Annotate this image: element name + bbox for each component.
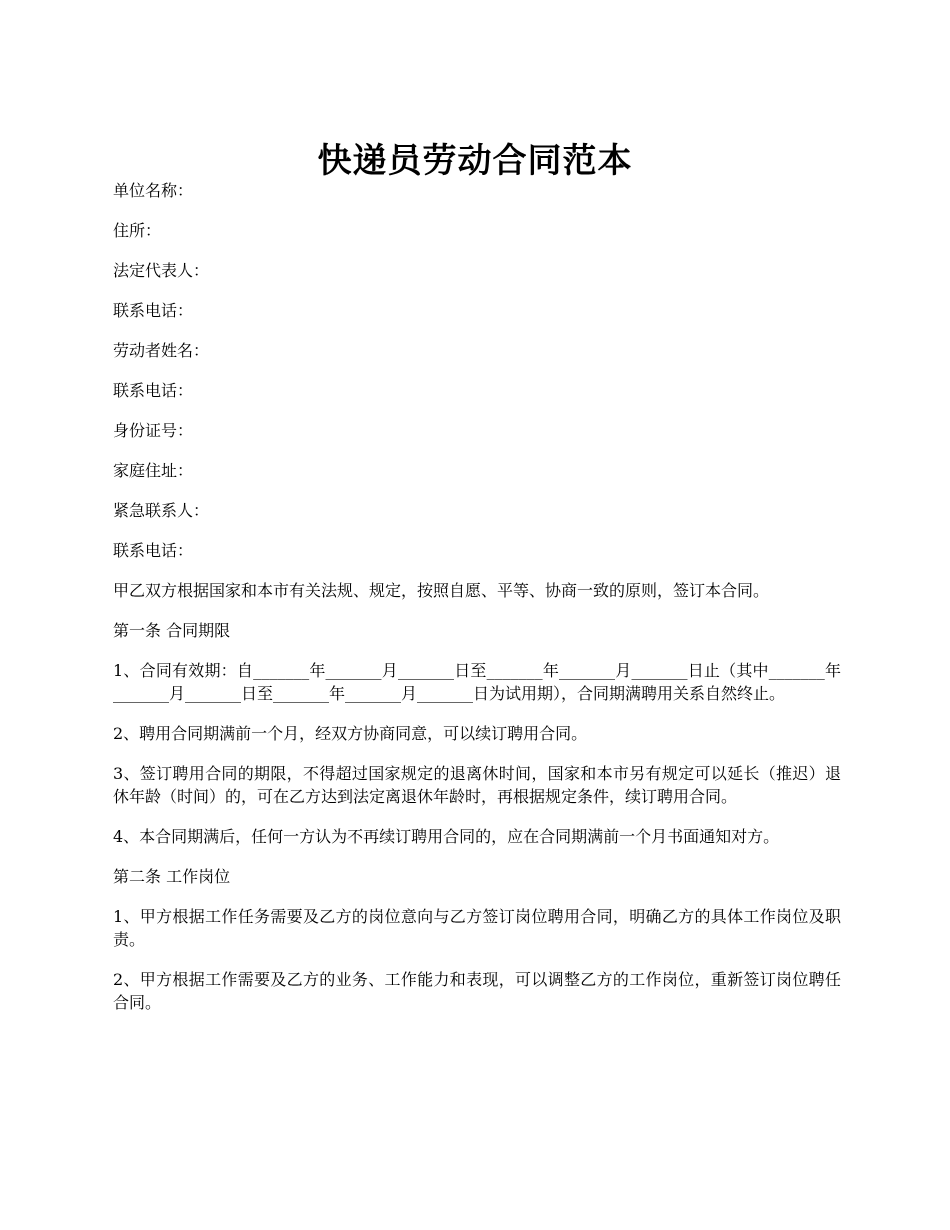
field-emergency-phone: 联系电话：	[113, 541, 194, 560]
field-worker-name: 劳动者姓名：	[113, 341, 210, 360]
article-2-heading: 第二条 工作岗位	[113, 867, 231, 886]
article-1-clause-2: 2、聘用合同期满前一个月，经双方协商同意，可以续订聘用合同。	[113, 724, 588, 743]
article-1-heading: 第一条 合同期限	[113, 621, 231, 640]
field-home-address: 家庭住址：	[113, 461, 194, 480]
document-title: 快递员劳动合同范本	[317, 140, 633, 181]
article-2-clause-2: 2、甲方根据工作需要及乙方的业务、工作能力和表现，可以调整乙方的工作岗位，重新签订岗位聘任合同。	[113, 970, 841, 1012]
document-body	[113, 179, 841, 1031]
field-address: 住所：	[113, 221, 162, 240]
intro-paragraph: 甲乙双方根据国家和本市有关法规、规定，按照自愿、平等、协商一致的原则，签订本合同。	[113, 581, 770, 600]
field-worker-phone: 联系电话：	[113, 381, 194, 400]
article-2-clause-1: 1、甲方根据工作任务需要及乙方的岗位意向与乙方签订岗位聘用合同，明确乙方的具体工作岗位及职责。	[113, 907, 841, 949]
field-legal-representative: 法定代表人：	[113, 261, 210, 280]
article-1-clause-4: 4、本合同期满后，任何一方认为不再续订聘用合同的，应在合同期满前一个月书面通知对方。	[113, 827, 780, 846]
article-1-clause-1: 1、合同有效期：自_______年_______月_______日至_______年_______月_______日止（其中_______年_______月_______日至_______年_______月_______日为试用期），合同期满聘用关系自然终止。	[113, 661, 841, 703]
article-1-clause-3: 3、签订聘用合同的期限，不得超过国家规定的退离休时间，国家和本市另有规定可以延长（推迟）退休年龄（时间）的，可在乙方达到法定离退休年龄时，再根据规定条件，续订聘用合同。	[113, 764, 841, 806]
field-unit-name: 单位名称：	[113, 181, 194, 200]
field-emergency-contact: 紧急联系人：	[113, 501, 210, 520]
field-id-number: 身份证号：	[113, 421, 194, 440]
field-employer-phone: 联系电话：	[113, 301, 194, 320]
